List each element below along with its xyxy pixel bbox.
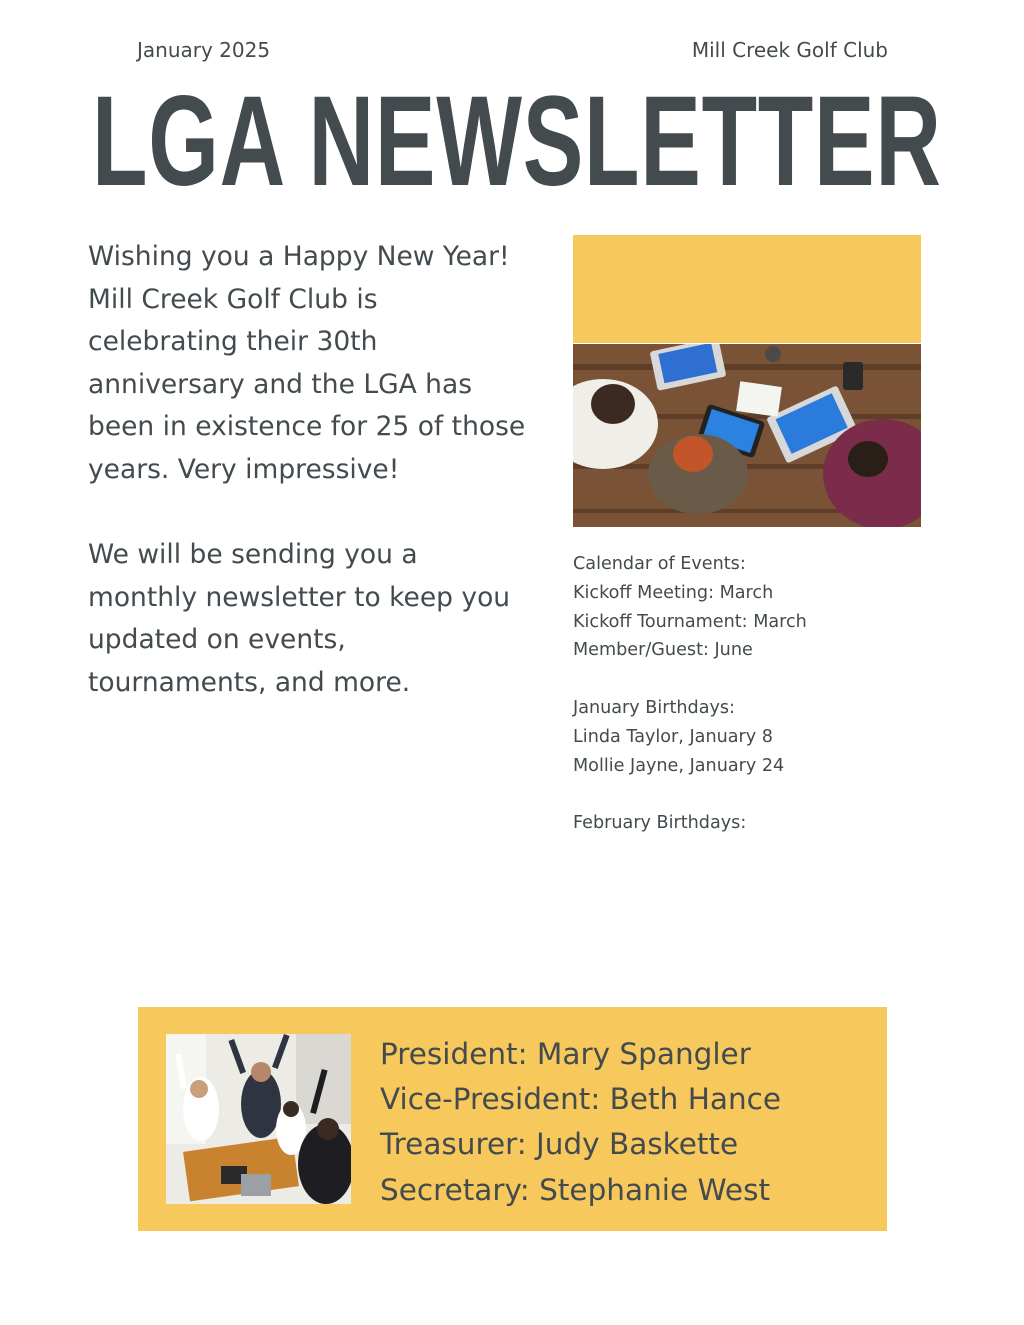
birthday-item: Linda Taylor, January 8	[573, 726, 773, 747]
birthday-item: Mollie Jayne, January 24	[573, 755, 785, 776]
event-item: Kickoff Tournament: March	[573, 611, 807, 632]
spacer	[573, 665, 933, 694]
officer-vice-president: Vice-President: Beth Hance	[380, 1082, 782, 1117]
issue-date: January 2025	[137, 38, 271, 62]
officer-president: President: Mary Spangler	[380, 1037, 751, 1071]
intro-paragraph-2: We will be sending you a monthly newsletter to keep you updated on events, tournaments, and more.	[88, 539, 511, 698]
intro-paragraph-1: Wishing you a Happy New Year! Mill Creek Golf Club is celebrating their 30th anniversary and the LGA has been in existence for 25 of those years. Very impressive!	[88, 241, 526, 485]
newsletter-title: LGA NEWSLETTER	[92, 70, 942, 213]
intro-text	[88, 236, 528, 705]
spacer	[573, 780, 933, 809]
meeting-photo	[573, 344, 921, 527]
club-name: Mill Creek Golf Club	[691, 38, 888, 62]
january-birthdays-heading: January Birthdays:	[573, 697, 735, 718]
events-sidebar	[573, 550, 933, 838]
officer-secretary: Secretary: Stephanie West	[380, 1172, 771, 1207]
officer-treasurer: Treasurer: Judy Baskette	[380, 1127, 739, 1162]
february-birthdays-heading: February Birthdays:	[573, 813, 747, 834]
event-item: Member/Guest: June	[573, 640, 753, 661]
accent-block	[573, 235, 921, 343]
event-item: Kickoff Meeting: March	[573, 582, 774, 603]
officers-list	[380, 1032, 880, 1213]
calendar-heading: Calendar of Events:	[573, 554, 746, 574]
team-photo	[166, 1034, 351, 1204]
